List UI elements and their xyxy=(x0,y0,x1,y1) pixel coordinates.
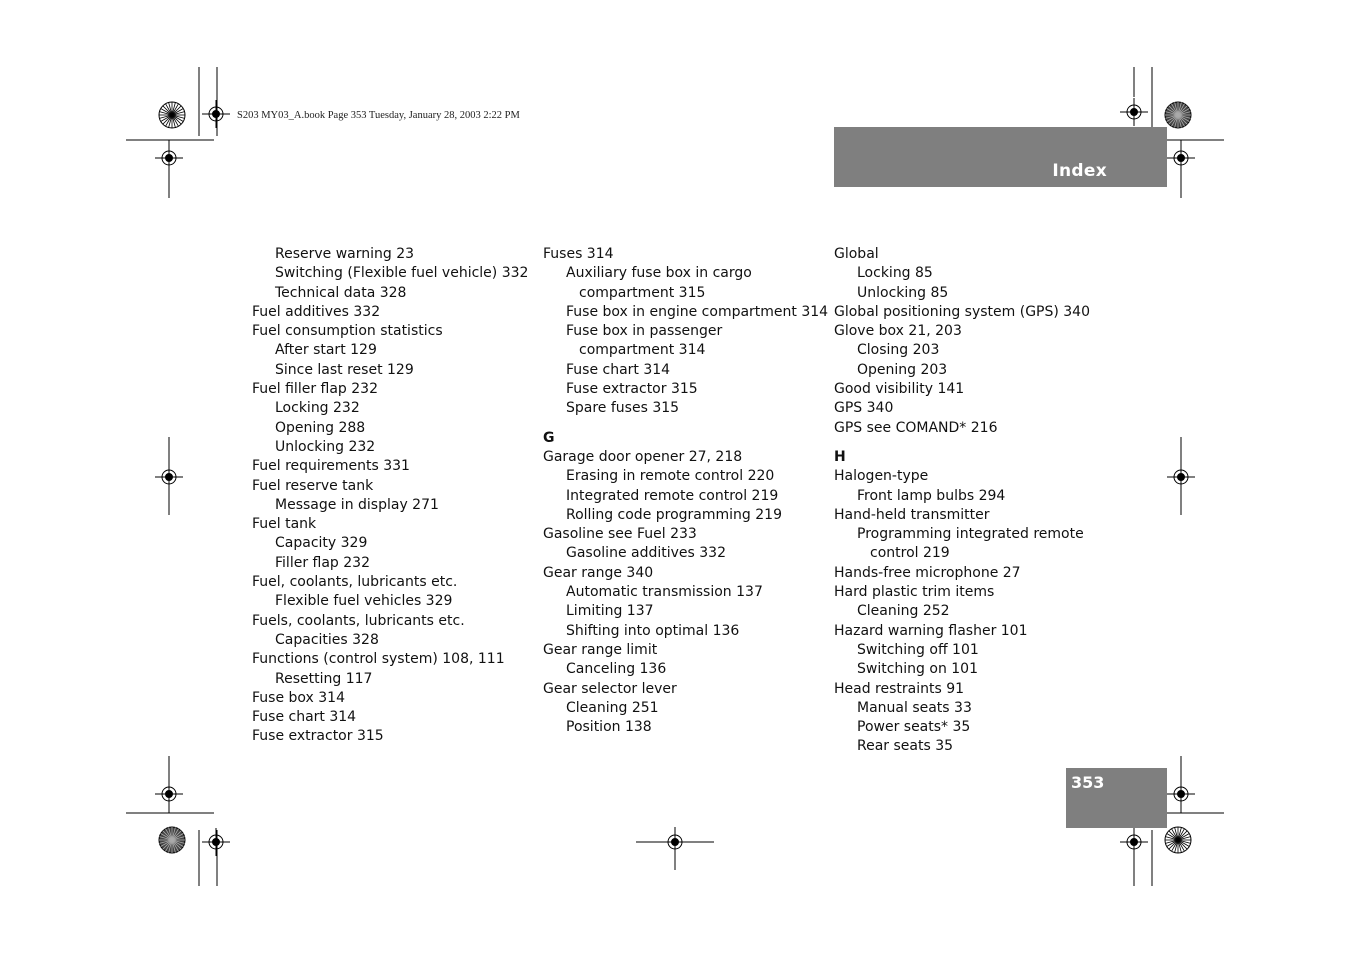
index-entry: Head restraints 91 xyxy=(834,680,965,697)
index-entry: Gear range limit xyxy=(543,641,658,658)
index-entry: Resetting 117 xyxy=(275,670,373,687)
index-entry: Limiting 137 xyxy=(566,603,654,620)
index-entry: Fuel reserve tank xyxy=(252,477,374,494)
index-entry: Good visibility 141 xyxy=(834,381,965,398)
index-entry: Capacities 328 xyxy=(275,631,379,648)
index-entry: Locking 85 xyxy=(857,265,933,282)
index-entry: Flexible fuel vehicles 329 xyxy=(275,593,453,610)
index-entry: Gasoline see Fuel 233 xyxy=(543,526,697,543)
index-entry: Fuse chart 314 xyxy=(252,709,357,726)
index-entry: control 219 xyxy=(870,545,950,562)
index-entry: Position 138 xyxy=(566,719,652,736)
index-entry: Switching off 101 xyxy=(857,641,979,658)
index-entry: Glove box 21, 203 xyxy=(834,323,962,340)
index-entry: Fuse box in engine compartment 314 xyxy=(566,303,829,320)
index-entry: Opening 288 xyxy=(275,419,366,436)
index-entry: Rolling code programming 219 xyxy=(566,506,782,523)
index-entry: Technical data 328 xyxy=(275,284,407,301)
index-entry: Fuel tank xyxy=(252,516,317,533)
index-entry: Automatic transmission 137 xyxy=(566,584,763,601)
index-entry: Closing 203 xyxy=(857,342,940,359)
index-entry: Capacity 329 xyxy=(275,535,368,552)
index-entry: Switching (Flexible fuel vehicle) 332 xyxy=(275,265,529,282)
index-entry: Global positioning system (GPS) 340 xyxy=(834,303,1090,320)
index-entry: Fuel consumption statistics xyxy=(252,323,443,340)
index-entry: Canceling 136 xyxy=(566,661,667,678)
index-entry: Manual seats 33 xyxy=(857,699,972,716)
index-entry: Fuses 314 xyxy=(543,246,614,262)
index-entry: Message in display 271 xyxy=(275,496,439,513)
index-entry: Cleaning 252 xyxy=(857,603,950,620)
index-entry: Fuels, coolants, lubricants etc. xyxy=(252,612,465,629)
index-entry: After start 129 xyxy=(275,342,377,359)
index-entry: GPS 340 xyxy=(834,400,894,417)
index-entry: Gear selector lever xyxy=(543,680,677,697)
index-entry: Halogen-type xyxy=(834,468,929,485)
index-entry: Unlocking 85 xyxy=(857,284,949,301)
index-letter-heading: G xyxy=(543,429,555,446)
index-entry: Erasing in remote control 220 xyxy=(566,468,775,485)
index-entry: Global xyxy=(834,246,879,262)
index-entry: Opening 203 xyxy=(857,361,948,378)
index-entry: Since last reset 129 xyxy=(275,361,414,378)
index-entry: Programming integrated remote xyxy=(857,526,1084,543)
index-letter-heading: H xyxy=(834,448,846,465)
index-entry: GPS see COMAND* 216 xyxy=(834,419,998,436)
index-entry: Power seats* 35 xyxy=(857,719,971,736)
page-number: 353 xyxy=(1071,773,1105,792)
print-header: S203 MY03_A.book Page 353 Tuesday, January 28, 2003 2:22 PM xyxy=(237,110,520,121)
index-entry: Fuel requirements 331 xyxy=(252,458,410,475)
index-column-1 xyxy=(252,245,532,747)
index-column-2 xyxy=(543,245,829,737)
index-entry: compartment 315 xyxy=(579,284,706,301)
index-entry: Fuse box 314 xyxy=(252,689,345,706)
index-entry: Front lamp bulbs 294 xyxy=(857,487,1006,504)
index-entry: compartment 314 xyxy=(579,342,706,359)
index-entry: Fuse chart 314 xyxy=(566,361,671,378)
section-tab xyxy=(834,127,1167,187)
index-entry: Fuse extractor 315 xyxy=(566,381,698,398)
index-entry: Functions (control system) 108, 111 xyxy=(252,651,505,668)
index-entry: Hard plastic trim items xyxy=(834,584,995,601)
index-entry: Fuel filler flap 232 xyxy=(252,381,378,398)
index-entry: Gear range 340 xyxy=(543,564,654,581)
index-entry: Shifting into optimal 136 xyxy=(566,622,740,639)
page-number-tab xyxy=(1066,768,1167,828)
index-entry: Fuel, coolants, lubricants etc. xyxy=(252,574,458,591)
index-entry: Filler flap 232 xyxy=(275,554,370,571)
index-entry: Rear seats 35 xyxy=(857,738,954,755)
index-entry: Reserve warning 23 xyxy=(275,246,415,262)
index-entry: Spare fuses 315 xyxy=(566,400,680,417)
index-entry: Cleaning 251 xyxy=(566,699,659,716)
index-entry: Unlocking 232 xyxy=(275,438,376,455)
index-entry: Hazard warning flasher 101 xyxy=(834,622,1028,639)
index-column-3 xyxy=(834,245,1114,757)
index-entry: Locking 232 xyxy=(275,400,360,417)
index-entry: Integrated remote control 219 xyxy=(566,487,779,504)
index-entry: Fuel additives 332 xyxy=(252,303,381,320)
section-tab-label: Index xyxy=(1052,161,1107,181)
index-entry: Garage door opener 27, 218 xyxy=(543,448,743,465)
index-entry: Gasoline additives 332 xyxy=(566,545,726,562)
index-entry: Fuse box in passenger xyxy=(566,323,723,340)
index-entry: Hand-held transmitter xyxy=(834,506,990,523)
index-entry: Switching on 101 xyxy=(857,661,978,678)
index-entry: Fuse extractor 315 xyxy=(252,728,384,745)
index-entry: Hands-free microphone 27 xyxy=(834,564,1021,581)
index-entry: Auxiliary fuse box in cargo xyxy=(566,265,752,282)
